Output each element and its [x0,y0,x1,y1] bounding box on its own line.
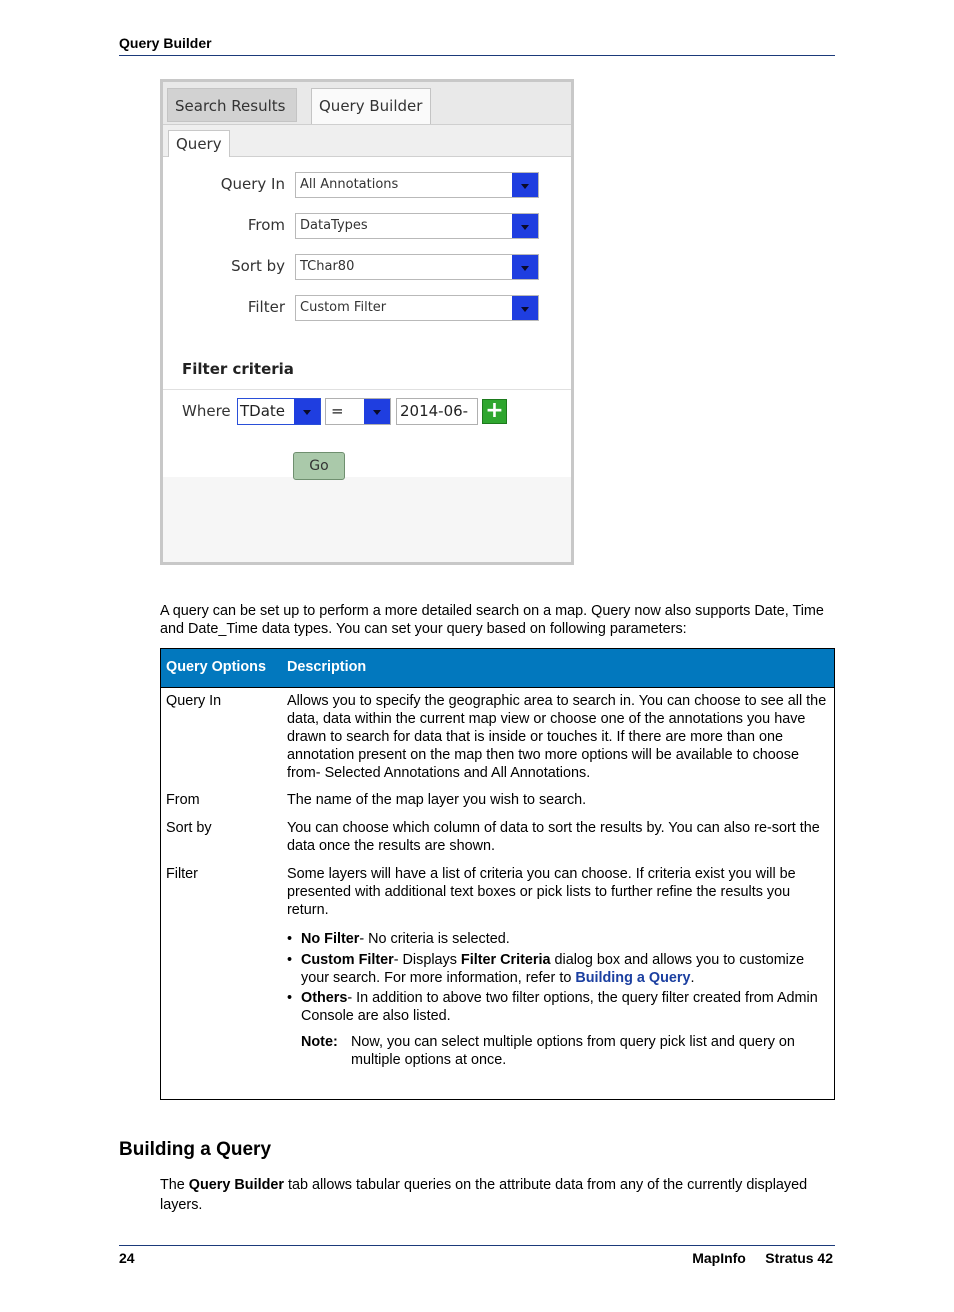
intro-paragraph: A query can be set up to perform a more detailed search on a map. Query now also supports Date, Time and Date_Time data types. You can set your query based on following parameters: [160,603,824,637]
query-form [163,157,571,477]
sort-by-value: TChar80 [300,259,355,274]
query-builder-screenshot [160,79,574,565]
section-bold: Query Builder [188,1177,284,1193]
operator-value: = [331,402,344,420]
bullet-text: . [690,970,695,986]
where-label: Where [182,402,231,420]
header-query-options: Query Options [166,659,266,675]
row-description: Some layers will have a list of criteria you can choose. If criteria exist you will be presented with additional text boxes or pick lists to further refine the results you return. [287,866,796,918]
chevron-down-icon[interactable] [364,399,390,424]
bullet-bold: Others [301,990,348,1006]
filter-select[interactable] [295,295,539,321]
filter-label: Filter [247,298,285,316]
filter-criteria-title: Filter criteria [182,360,294,378]
chevron-down-icon[interactable] [512,173,538,197]
chevron-down-icon[interactable] [512,296,538,320]
from-label: From [247,216,285,234]
add-criteria-icon[interactable]: + [482,399,507,424]
header-description: Description [287,659,367,675]
query-in-select[interactable] [295,172,539,198]
page-header [119,34,835,56]
tab-strip [163,82,571,125]
row-option: From [166,792,200,808]
subtab-strip [163,125,571,157]
subtab-query[interactable]: Query [168,130,230,157]
query-options-table: Query Options Description Query In Allows you to specify the geographic area to search in. You can choose to see all the data, data within the current map view or choose one of the annotations you have drawn to search for data that is inside or touches it. If there are more than one annotation present on the map then two more options will be available to choose from- Selected Annotations and All Annotations. From The name of the map layer you wish to search. Sort by You can choose which column of data to sort the results by. You can also re-sort the data once the results are shown. Filter Some layers will have a list of criteria you can choose. If criteria exist you will be presented with additional text boxes or pick lists to further refine the results you return. • No Filter- No criteria is selected. • Custom Filter- Displays Filter Criteria dialog box and allows you to customize your search. For more information, refer to Building a Query. • Others- In addition to above two filter options, the query filter created from Admin Console are also listed. Note: Now, you can select multiple options from query pick list and query on multiple options at once. [160,648,835,1100]
note-text: Now, you can select multiple options from query pick list and query on multiple options at once. [351,1034,795,1068]
row-description: The name of the map layer you wish to search. [287,792,587,808]
from-value: DataTypes [300,218,368,233]
product-name: MapInfo Stratus 42 [692,1250,833,1266]
note-label: Note: [301,1034,338,1050]
chevron-down-icon[interactable] [512,255,538,279]
section-paragraph [160,1175,836,1215]
bullet-text: dialog box and allows you to customize your search. For more information, refer to [301,952,805,986]
go-button[interactable]: Go [293,452,345,480]
bullet-text: - In addition to above two filter options, the query filter created from Admin Console are also listed. [301,990,818,1024]
bullet-bold: No Filter [301,931,360,947]
divider [163,389,571,390]
page-number: 24 [119,1250,135,1266]
header-title: Query Builder [119,35,212,51]
value-input[interactable] [396,398,478,425]
section-heading: Building a Query [119,1139,272,1160]
operator-select[interactable] [325,398,391,425]
where-field-value: TDate [240,402,286,420]
from-select[interactable] [295,213,539,239]
sort-by-label: Sort by [231,257,285,275]
building-query-link[interactable]: Building a Query [575,970,691,986]
page-footer [119,1245,835,1270]
tab-query-builder[interactable]: Query Builder [311,88,431,124]
bullet-bold: Filter Criteria [460,952,551,968]
where-field-select[interactable] [237,398,321,425]
tab-search-results[interactable]: Search Results [167,88,297,122]
value-text: 2014-06- [400,402,469,420]
row-option: Sort by [166,820,212,836]
chevron-down-icon[interactable] [294,399,320,424]
section-text: tab allows tabular queries on the attribute data from any of the currently displayed layers. [160,1177,808,1213]
bullet-bold: Custom Filter [301,952,394,968]
row-option: Query In [166,693,222,709]
row-option: Filter [166,866,198,882]
bullet-text: - Displays [393,952,461,968]
section-text: The [160,1177,189,1193]
sort-by-select[interactable] [295,254,539,280]
table-header [161,649,834,688]
row-description: You can choose which column of data to sort the results by. You can also re-sort the data once the results are shown. [287,820,820,854]
bullet-text: - No criteria is selected. [359,931,510,947]
query-in-value: All Annotations [300,177,399,192]
chevron-down-icon[interactable] [512,214,538,238]
query-in-label: Query In [220,175,285,193]
row-description: Allows you to specify the geographic area to search in. You can choose to see all the data, data within the current map view or choose one of the annotations you have drawn to search for data that is inside or touches it. If there are more than one annotation present on the map then two more options will be available to choose from- Selected Annotations and All Annotations. [287,693,827,781]
filter-value: Custom Filter [300,300,387,315]
